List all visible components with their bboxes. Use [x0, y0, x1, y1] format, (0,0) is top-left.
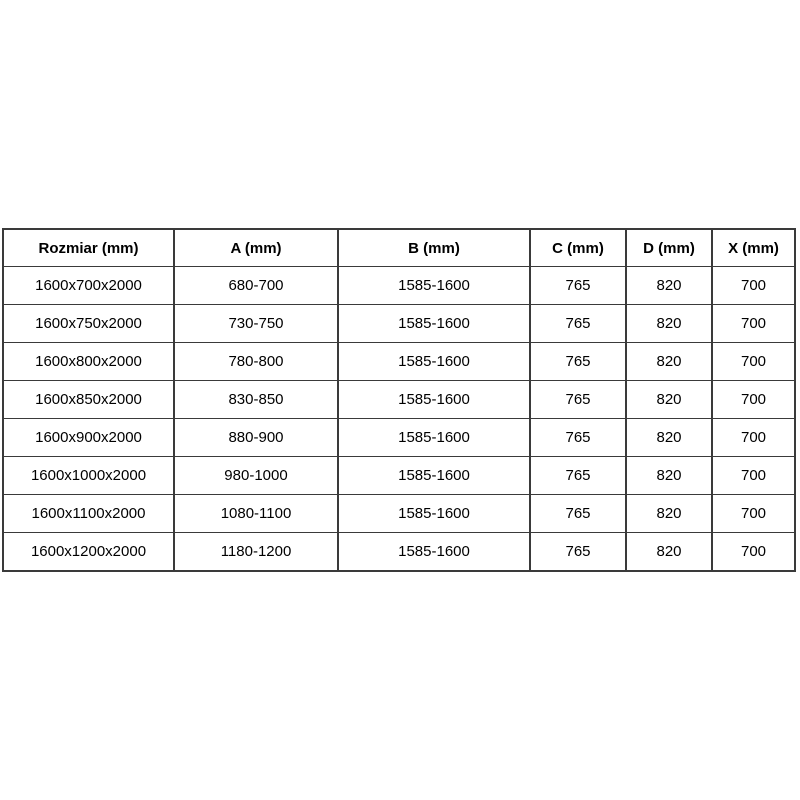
- table-cell: 700: [712, 457, 795, 495]
- table-cell: 1600x900x2000: [3, 419, 174, 457]
- table-row: [3, 495, 795, 533]
- table-cell: 700: [712, 419, 795, 457]
- table-row: [3, 419, 795, 457]
- table-row: [3, 381, 795, 419]
- table-cell: 765: [530, 305, 626, 343]
- table-cell: 765: [530, 495, 626, 533]
- header-row: [3, 229, 795, 267]
- table-cell: 820: [626, 495, 712, 533]
- table-cell: 700: [712, 495, 795, 533]
- table-cell: 820: [626, 267, 712, 305]
- table-row: [3, 267, 795, 305]
- table-row: [3, 305, 795, 343]
- table-row: [3, 343, 795, 381]
- table-cell: 1600x1100x2000: [3, 495, 174, 533]
- table-cell: 1600x850x2000: [3, 381, 174, 419]
- table-header: [3, 229, 795, 267]
- table-cell: 1600x800x2000: [3, 343, 174, 381]
- table-cell: 1585-1600: [338, 267, 530, 305]
- table-cell: 820: [626, 343, 712, 381]
- header-cell-c: C (mm): [530, 229, 626, 267]
- table-cell: 1600x700x2000: [3, 267, 174, 305]
- table-cell: 700: [712, 381, 795, 419]
- table-cell: 680-700: [174, 267, 338, 305]
- table-cell: 765: [530, 381, 626, 419]
- table-cell: 700: [712, 533, 795, 572]
- table-cell: 1585-1600: [338, 381, 530, 419]
- header-cell-a: A (mm): [174, 229, 338, 267]
- table-cell: 1585-1600: [338, 495, 530, 533]
- table-cell: 1585-1600: [338, 343, 530, 381]
- table-row: [3, 457, 795, 495]
- table-cell: 1600x750x2000: [3, 305, 174, 343]
- header-cell-x: X (mm): [712, 229, 795, 267]
- table-cell: 1585-1600: [338, 533, 530, 572]
- table-cell: 780-800: [174, 343, 338, 381]
- table-cell: 1585-1600: [338, 457, 530, 495]
- table-cell: 830-850: [174, 381, 338, 419]
- table-cell: 765: [530, 343, 626, 381]
- table-cell: 765: [530, 267, 626, 305]
- table-cell: 700: [712, 305, 795, 343]
- table-cell: 700: [712, 267, 795, 305]
- header-cell-d: D (mm): [626, 229, 712, 267]
- table-cell: 730-750: [174, 305, 338, 343]
- table-cell: 820: [626, 419, 712, 457]
- header-cell-b: B (mm): [338, 229, 530, 267]
- table-cell: 765: [530, 419, 626, 457]
- header-cell-rozmiar: Rozmiar (mm): [3, 229, 174, 267]
- table-cell: 700: [712, 343, 795, 381]
- table-cell: 820: [626, 457, 712, 495]
- table-cell: 765: [530, 533, 626, 572]
- table-cell: 1080-1100: [174, 495, 338, 533]
- table-cell: 820: [626, 305, 712, 343]
- dimensions-table: [2, 228, 796, 572]
- table-cell: 820: [626, 381, 712, 419]
- table-cell: 1600x1000x2000: [3, 457, 174, 495]
- table-row: [3, 533, 795, 572]
- table-cell: 1180-1200: [174, 533, 338, 572]
- table-cell: 1600x1200x2000: [3, 533, 174, 572]
- table-cell: 1585-1600: [338, 419, 530, 457]
- table-body: [3, 267, 795, 572]
- table-cell: 820: [626, 533, 712, 572]
- table-cell: 1585-1600: [338, 305, 530, 343]
- table-cell: 880-900: [174, 419, 338, 457]
- table-cell: 980-1000: [174, 457, 338, 495]
- table-cell: 765: [530, 457, 626, 495]
